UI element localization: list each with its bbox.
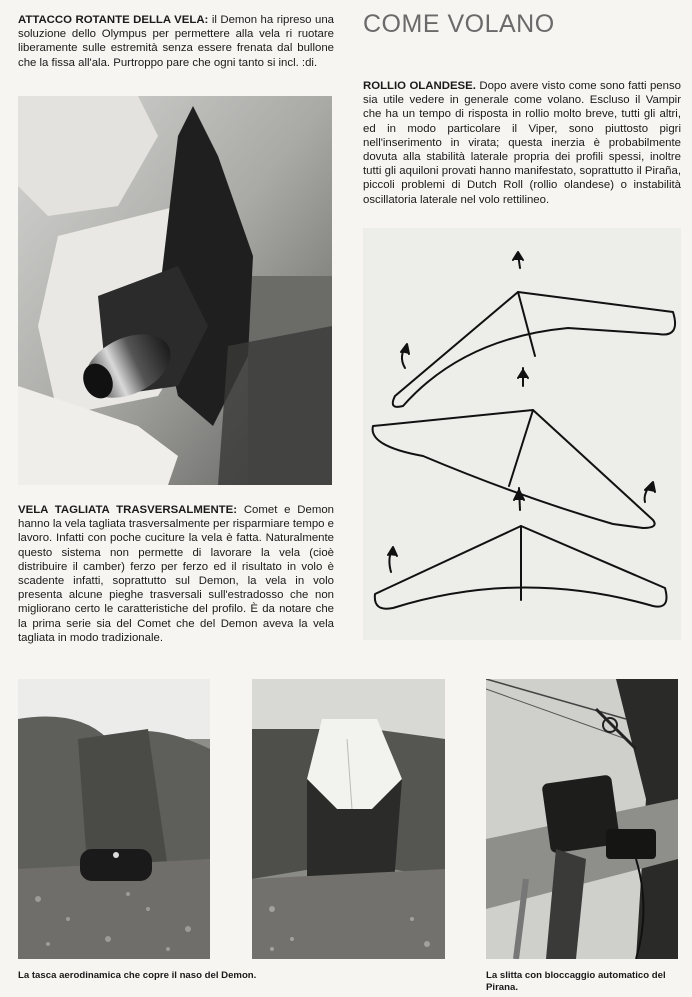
diagram-dutch-roll-drawing [363,228,681,640]
glider-middle [373,368,655,528]
glider-top [393,252,675,407]
photo-sail-attachment [18,96,332,485]
page-title [363,10,663,39]
photo-nose-pocket [18,679,210,959]
photo-nose-pocket-image [18,679,210,959]
diagram-dutch-roll [363,228,681,640]
text-attacco-rotante [18,13,334,70]
text-rollio-olandese [363,79,681,207]
page-title-text: COME VOLANO [363,10,555,38]
heading-rollio-olandese: ROLLIO OLANDESE. [363,80,476,92]
photo-sled-lock-image [486,679,678,959]
body-rollio-olandese: Dopo avere visto come sono fatti penso sia utile vedere in generale come volano. Escluso il Vampir che ha un tempo di risposta in rollio molto breve, tutti gli altri, ed in modo particolare il Viper, sono piuttosto pigri nell'inserimento in virata; questa inerzia è probabilmente dovuta alla stabilità laterale propria dei profili spessi, inoltre tutti gli aquiloni provati hanno manifestato, soprattutto il Piraña, piccoli problemi di Dutch Roll (rollio olandese) o instabilità oscillatoria laterale nel volo rettilineo. [363,80,681,206]
photo-sled-lock [486,679,678,959]
body-vela-tagliata: Comet e Demon hanno la vela tagliata trasversalmente per risparmiare tempo e lavoro. Infatti con poche cuciture la vela è fatta. Naturalmente questo sistema non permette di lavorare la vela (cioè distribuire il camber) ferzo per ferzo ed il risultato in volo è scadente infatti, soprattutto sul Demon, la vela in volo presenta alcune pieghe trasversali sull'estradosso che non migliorano certo le caratteristiche del profilo. È da notare che la prima serie sia del Comet che del Demon aveva la vela tagliata in modo tradizionale. [18,504,334,644]
heading-vela-tagliata: VELA TAGLIATA TRASVERSALMENTE: [18,504,238,516]
photo-cut-sail [252,679,445,959]
text-vela-tagliata [18,503,334,645]
heading-attacco-rotante: ATTACCO ROTANTE DELLA VELA: [18,14,209,26]
body-attacco-rotante: il Demon ha ripreso una soluzione dello Olympus per permettere alla vela ri ruotare liberamente sulle estremità senza essere frenata dal bullone che la fissa all'ala. Purtroppo pare che ogni tanto si incl. :di. [18,14,335,69]
photo-sail-attachment-image [18,96,332,485]
caption-nose-pocket: La tasca aerodinamica che copre il naso del Demon. [18,970,257,981]
caption-sled-lock: La slitta con bloccaggio automatico del Pirana. [486,970,666,993]
photo-cut-sail-image [252,679,445,959]
glider-bottom [375,488,667,609]
